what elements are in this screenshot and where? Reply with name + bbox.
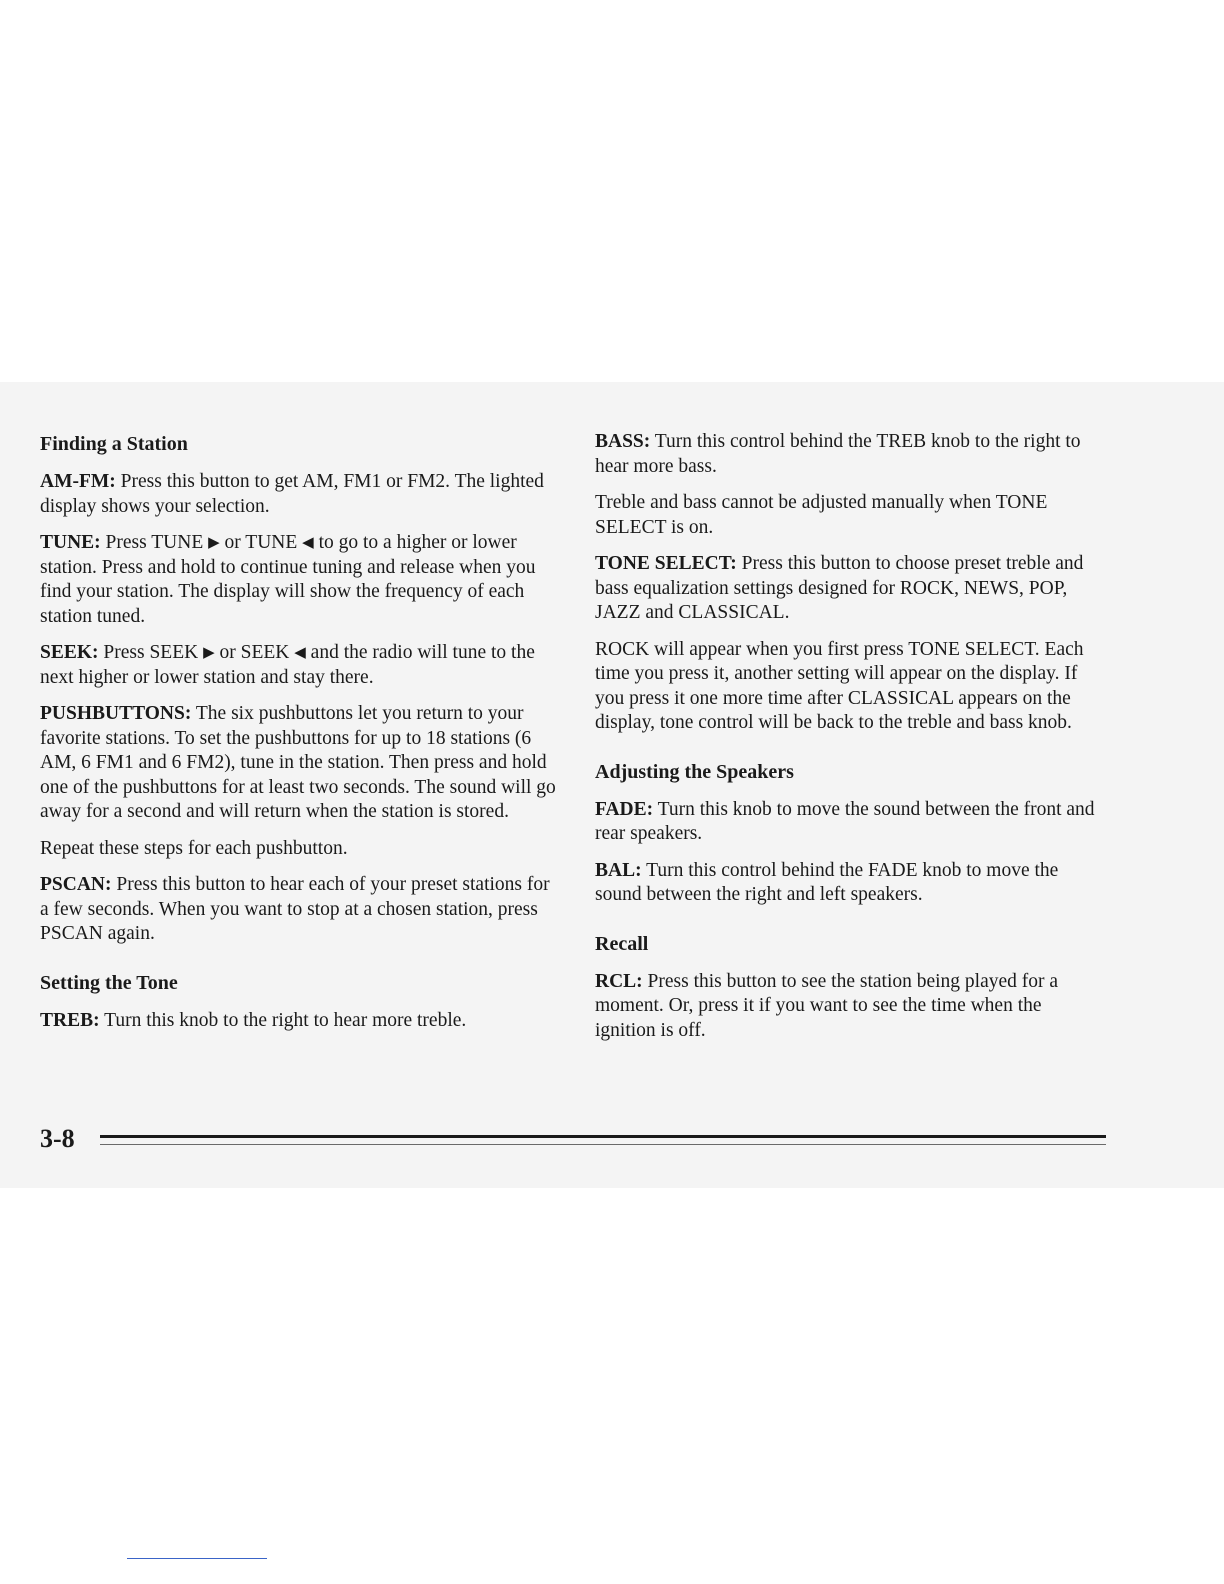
term-pushbuttons: PUSHBUTTONS: (40, 703, 192, 724)
left-column (40, 430, 560, 1045)
text-rcl: Press this button to see the station being played for a moment. Or, press it if you want to see the time when the ignition is off. (595, 970, 1059, 1041)
term-fade: FADE: (595, 798, 654, 820)
text-seek-c: and the radio will tune to the next higher or lower station and stay there. (40, 642, 535, 688)
paragraph-am-fm (40, 470, 560, 519)
text-tune-b: or TUNE (219, 532, 303, 553)
paragraph-bass (595, 430, 1105, 479)
paragraph-tune (40, 531, 560, 629)
term-am-fm: AM-FM: (40, 471, 116, 492)
right-arrow-icon: ▶ (208, 535, 220, 551)
text-pushbuttons: The six pushbuttons let you return to your favorite stations. To set the pushbuttons for up to 18 stations (6 AM, 6 FM1 and 6 FM2), tune in the station. Then press and hold one of the pushbuttons for at least two seconds. The sound will go away for a second and will return when the station is stored. (40, 703, 556, 822)
term-tone-select: TONE SELECT: (595, 553, 737, 574)
text-seek-a: Press SEEK (98, 642, 204, 663)
text-fade: Turn this knob to move the sound between the front and rear speakers. (595, 798, 1095, 844)
paragraph-repeat: Repeat these steps for each pushbutton. (40, 837, 348, 859)
paragraph-rock-note: ROCK will appear when you first press TONE SELECT. Each time you press it, another setting will appear on the display. If you press it one more time after CLASSICAL appears on the display, tone control will be back to the treble and bass knob. (595, 638, 1084, 733)
term-seek: SEEK: (40, 642, 99, 663)
term-rcl: RCL: (595, 970, 643, 992)
paragraph-treb (40, 1009, 560, 1034)
text-tone-select: Press this button to choose preset treble and bass equalization settings designed for ROCK, NEWS, POP, JAZZ and CLASSICAL. (595, 553, 1084, 623)
paragraph-tone-select (595, 552, 1105, 626)
term-treb: TREB: (40, 1009, 100, 1031)
term-bass: BASS: (595, 431, 651, 452)
text-seek-b: or SEEK (214, 642, 295, 663)
text-treb: Turn this knob to the right to hear more treble. (99, 1009, 467, 1031)
right-arrow-icon: ▶ (203, 645, 215, 661)
paragraph-treble-bass-note: Treble and bass cannot be adjusted manually when TONE SELECT is on. (595, 492, 1048, 538)
text-pscan: Press this button to hear each of your preset stations for a few seconds. When you want to stop at a chosen station, press PSCAN again. (40, 874, 550, 944)
footer-rule (100, 1135, 1106, 1138)
text-bal: Turn this control behind the FADE knob to move the sound between the right and left speakers. (595, 859, 1059, 905)
footer-rule-thin (100, 1144, 1106, 1145)
left-arrow-icon: ◀ (294, 645, 306, 661)
heading-adjusting-the-speakers: Adjusting the Speakers (595, 760, 794, 783)
paragraph-fade (595, 798, 1105, 847)
paragraph-seek (40, 641, 560, 690)
paragraph-bal (595, 859, 1105, 908)
text-bass: Turn this control behind the TREB knob to the right to hear more bass. (595, 431, 1081, 477)
right-column (595, 430, 1105, 1055)
link-underline (127, 1558, 267, 1559)
paragraph-pushbuttons (40, 702, 560, 825)
text-tune-a: Press TUNE (100, 532, 209, 553)
term-pscan: PSCAN: (40, 874, 112, 895)
text-tune-c: to go to a higher or lower station. Press and hold to continue tuning and release when you find your station. The display will show the frequency of each station tuned. (40, 532, 536, 627)
left-arrow-icon: ◀ (302, 535, 314, 551)
paragraph-pscan (40, 873, 560, 947)
heading-recall: Recall (595, 932, 649, 955)
text-am-fm: Press this button to get AM, FM1 or FM2. The lighted display shows your selection. (40, 471, 544, 517)
heading-finding-a-station: Finding a Station (40, 433, 188, 455)
page-number: 3-8 (40, 1124, 75, 1153)
term-bal: BAL: (595, 859, 642, 881)
paragraph-rcl (595, 970, 1105, 1044)
heading-setting-the-tone: Setting the Tone (40, 971, 178, 994)
term-tune: TUNE: (40, 532, 101, 553)
